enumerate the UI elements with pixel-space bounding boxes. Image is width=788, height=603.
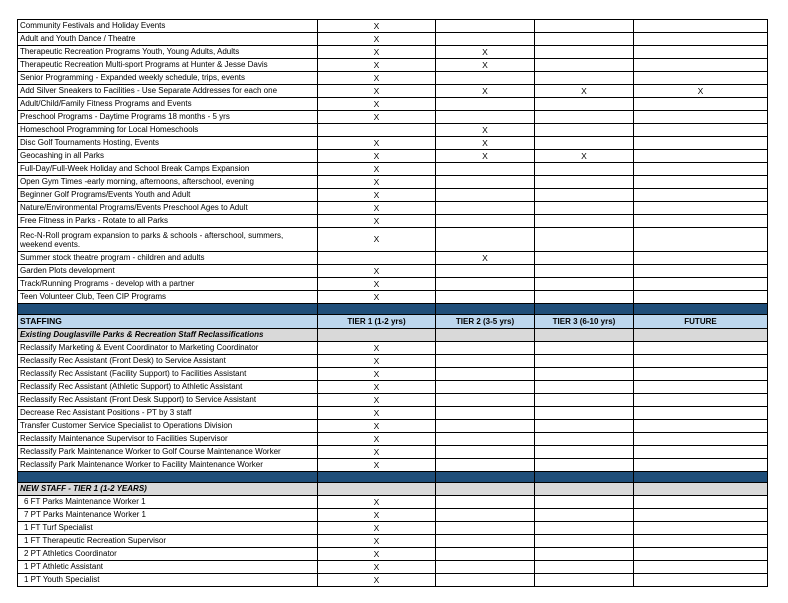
tier3-cell	[535, 509, 634, 522]
row-label: Rec-N-Roll program expansion to parks & schools - afterschool, summers, weekend events.	[18, 228, 318, 252]
table-row	[18, 215, 768, 228]
row-label: Reclassify Rec Assistant (Front Desk Support) to Service Assistant	[18, 394, 318, 407]
tier3-cell	[535, 137, 634, 150]
table-row	[18, 20, 768, 33]
tier3-cell	[535, 189, 634, 202]
table-row	[18, 137, 768, 150]
tier3-cell	[535, 522, 634, 535]
staffing-header-row	[18, 315, 768, 329]
future-cell	[634, 561, 768, 574]
tier1-cell: X	[318, 189, 436, 202]
tier1-cell: X	[318, 574, 436, 587]
future-cell	[634, 509, 768, 522]
tier2-cell	[436, 265, 535, 278]
tier1-cell: X	[318, 548, 436, 561]
row-label: Reclassify Rec Assistant (Facility Support) to Facilities Assistant	[18, 368, 318, 381]
future-cell	[634, 98, 768, 111]
staffing-section	[18, 304, 768, 342]
future-cell: X	[634, 85, 768, 98]
new-staff-section-title: NEW STAFF - TIER 1 (1-2 YEARS)	[18, 483, 318, 496]
tier2-cell	[436, 278, 535, 291]
column-header-future: FUTURE	[634, 315, 768, 329]
tier3-cell: X	[535, 150, 634, 163]
table-row	[18, 85, 768, 98]
table-row	[18, 548, 768, 561]
table-row	[18, 509, 768, 522]
tier1-cell: X	[318, 137, 436, 150]
future-cell	[634, 368, 768, 381]
table-row	[18, 98, 768, 111]
tier3-cell	[535, 535, 634, 548]
tier2-cell	[436, 111, 535, 124]
row-label: Therapeutic Recreation Programs Youth, Young Adults, Adults	[18, 46, 318, 59]
tier3-cell	[535, 394, 634, 407]
tier1-cell: X	[318, 368, 436, 381]
tier2-cell: X	[436, 137, 535, 150]
tier1-cell: X	[318, 381, 436, 394]
tier1-cell: X	[318, 72, 436, 85]
tier3-cell	[535, 368, 634, 381]
reclass-section-title: Existing Douglasville Parks & Recreation Staff Reclassifications	[18, 329, 318, 342]
tier1-cell: X	[318, 265, 436, 278]
table-row	[18, 278, 768, 291]
tier3-cell	[535, 46, 634, 59]
tier1-cell: X	[318, 150, 436, 163]
table-row	[18, 381, 768, 394]
plan-table	[17, 19, 768, 587]
tier2-cell	[436, 228, 535, 252]
table-row	[18, 407, 768, 420]
table-row	[18, 265, 768, 278]
tier2-cell	[436, 446, 535, 459]
tier2-cell: X	[436, 85, 535, 98]
table-row	[18, 202, 768, 215]
tier1-cell: X	[318, 291, 436, 304]
tier3-cell	[535, 176, 634, 189]
future-cell	[634, 124, 768, 137]
tier2-cell	[436, 381, 535, 394]
new-staff-section-row	[18, 483, 768, 496]
table-row	[18, 33, 768, 46]
divider-row	[18, 304, 768, 315]
future-cell	[634, 446, 768, 459]
row-label: Track/Running Programs - develop with a partner	[18, 278, 318, 291]
future-cell	[634, 215, 768, 228]
tier2-cell	[436, 98, 535, 111]
future-cell	[634, 548, 768, 561]
table-row	[18, 150, 768, 163]
tier3-cell	[535, 215, 634, 228]
future-cell	[634, 252, 768, 265]
row-label: Add Silver Sneakers to Facilities - Use Separate Addresses for each one	[18, 85, 318, 98]
tier2-cell	[436, 561, 535, 574]
row-label: 6 FT Parks Maintenance Worker 1	[18, 496, 318, 509]
tier3-cell	[535, 381, 634, 394]
tier1-cell	[318, 124, 436, 137]
future-cell	[634, 278, 768, 291]
row-label: 1 PT Athletic Assistant	[18, 561, 318, 574]
tier2-cell	[436, 509, 535, 522]
row-label: Transfer Customer Service Specialist to Operations Division	[18, 420, 318, 433]
future-cell	[634, 535, 768, 548]
tier3-cell	[535, 33, 634, 46]
future-cell	[634, 342, 768, 355]
tier3-cell	[535, 420, 634, 433]
future-cell	[634, 433, 768, 446]
tier1-cell: X	[318, 446, 436, 459]
tier1-cell: X	[318, 278, 436, 291]
row-label: Adult/Child/Family Fitness Programs and Events	[18, 98, 318, 111]
table-row	[18, 59, 768, 72]
column-header-tier2: TIER 2 (3-5 yrs)	[436, 315, 535, 329]
tier2-cell	[436, 535, 535, 548]
tier2-cell: X	[436, 150, 535, 163]
future-cell	[634, 394, 768, 407]
tier2-cell	[436, 342, 535, 355]
tier2-cell	[436, 459, 535, 472]
tier3-cell	[535, 459, 634, 472]
tier2-cell	[436, 33, 535, 46]
new-staff-section	[18, 472, 768, 496]
table-row	[18, 163, 768, 176]
future-cell	[634, 176, 768, 189]
table-row	[18, 433, 768, 446]
new-staff-body	[18, 496, 768, 587]
future-cell	[634, 33, 768, 46]
row-label: Free Fitness in Parks - Rotate to all Parks	[18, 215, 318, 228]
tier2-cell: X	[436, 252, 535, 265]
tier1-cell: X	[318, 496, 436, 509]
row-label: Decrease Rec Assistant Positions - PT by 3 staff	[18, 407, 318, 420]
tier3-cell	[535, 574, 634, 587]
row-label: Teen Volunteer Club, Teen CIP Programs	[18, 291, 318, 304]
tier1-cell: X	[318, 394, 436, 407]
tier3-cell	[535, 548, 634, 561]
column-header-tier3: TIER 3 (6-10 yrs)	[535, 315, 634, 329]
future-cell	[634, 46, 768, 59]
row-label: Preschool Programs - Daytime Programs 18 months - 5 yrs	[18, 111, 318, 124]
tier2-cell	[436, 215, 535, 228]
future-cell	[634, 137, 768, 150]
tier1-cell: X	[318, 420, 436, 433]
future-cell	[634, 20, 768, 33]
tier2-cell	[436, 420, 535, 433]
table-row	[18, 111, 768, 124]
reclass-body	[18, 342, 768, 472]
tier3-cell	[535, 407, 634, 420]
future-cell	[634, 381, 768, 394]
row-label: Beginner Golf Programs/Events Youth and Adult	[18, 189, 318, 202]
tier3-cell	[535, 228, 634, 252]
future-cell	[634, 111, 768, 124]
tier1-cell: X	[318, 407, 436, 420]
tier1-cell: X	[318, 433, 436, 446]
tier2-cell	[436, 496, 535, 509]
reclass-section-row	[18, 329, 768, 342]
row-label: Nature/Environmental Programs/Events Preschool Ages to Adult	[18, 202, 318, 215]
row-label: Open Gym Times -early morning, afternoons, afterschool, evening	[18, 176, 318, 189]
row-label: Reclassify Park Maintenance Worker to Golf Course Maintenance Worker	[18, 446, 318, 459]
table-row	[18, 124, 768, 137]
staffing-header-label: STAFFING	[18, 315, 318, 329]
row-label: 2 PT Athletics Coordinator	[18, 548, 318, 561]
tier2-cell	[436, 202, 535, 215]
tier2-cell: X	[436, 124, 535, 137]
tier1-cell: X	[318, 85, 436, 98]
future-cell	[634, 150, 768, 163]
tier3-cell	[535, 446, 634, 459]
row-label: Reclassify Park Maintenance Worker to Facility Maintenance Worker	[18, 459, 318, 472]
future-cell	[634, 228, 768, 252]
tier1-cell: X	[318, 59, 436, 72]
row-label: Community Festivals and Holiday Events	[18, 20, 318, 33]
tier1-cell	[318, 252, 436, 265]
tier1-cell: X	[318, 46, 436, 59]
tier2-cell	[436, 368, 535, 381]
row-label: Therapeutic Recreation Multi-sport Programs at Hunter & Jesse Davis	[18, 59, 318, 72]
future-cell	[634, 459, 768, 472]
row-label: Disc Golf Tournaments Hosting, Events	[18, 137, 318, 150]
tier3-cell: X	[535, 85, 634, 98]
tier2-cell	[436, 291, 535, 304]
tier1-cell: X	[318, 111, 436, 124]
row-label: Geocashing in all Parks	[18, 150, 318, 163]
tier3-cell	[535, 124, 634, 137]
table-row	[18, 496, 768, 509]
future-cell	[634, 420, 768, 433]
tier3-cell	[535, 252, 634, 265]
row-label: Summer stock theatre program - children and adults	[18, 252, 318, 265]
tier2-cell	[436, 355, 535, 368]
tier2-cell	[436, 394, 535, 407]
table-row	[18, 189, 768, 202]
tier3-cell	[535, 163, 634, 176]
tier3-cell	[535, 111, 634, 124]
table-row	[18, 176, 768, 189]
tier1-cell: X	[318, 215, 436, 228]
row-label: Homeschool Programming for Local Homeschools	[18, 124, 318, 137]
tier3-cell	[535, 202, 634, 215]
row-label: Full-Day/Full-Week Holiday and School Break Camps Expansion	[18, 163, 318, 176]
table-row	[18, 574, 768, 587]
table-row	[18, 394, 768, 407]
tier1-cell: X	[318, 20, 436, 33]
table-row	[18, 535, 768, 548]
tier2-cell	[436, 433, 535, 446]
table-row	[18, 522, 768, 535]
tier1-cell: X	[318, 202, 436, 215]
tier2-cell	[436, 407, 535, 420]
table-row	[18, 72, 768, 85]
tier3-cell	[535, 561, 634, 574]
programs-body	[18, 20, 768, 304]
tier3-cell	[535, 72, 634, 85]
tier1-cell: X	[318, 176, 436, 189]
table-row	[18, 46, 768, 59]
tier2-cell	[436, 189, 535, 202]
future-cell	[634, 265, 768, 278]
tier2-cell	[436, 574, 535, 587]
row-label: 7 PT Parks Maintenance Worker 1	[18, 509, 318, 522]
tier1-cell: X	[318, 561, 436, 574]
tier3-cell	[535, 98, 634, 111]
future-cell	[634, 496, 768, 509]
tier3-cell	[535, 291, 634, 304]
tier1-cell: X	[318, 535, 436, 548]
row-label: 1 FT Therapeutic Recreation Supervisor	[18, 535, 318, 548]
tier1-cell: X	[318, 342, 436, 355]
table-row	[18, 459, 768, 472]
tier1-cell: X	[318, 33, 436, 46]
tier3-cell	[535, 342, 634, 355]
tier1-cell: X	[318, 509, 436, 522]
table-row	[18, 342, 768, 355]
row-label: 1 PT Youth Specialist	[18, 574, 318, 587]
table-row	[18, 228, 768, 252]
column-header-tier1: TIER 1 (1-2 yrs)	[318, 315, 436, 329]
tier3-cell	[535, 278, 634, 291]
tier2-cell	[436, 176, 535, 189]
table-row	[18, 252, 768, 265]
future-cell	[634, 522, 768, 535]
tier2-cell: X	[436, 46, 535, 59]
row-label: Reclassify Maintenance Supervisor to Facilities Supervisor	[18, 433, 318, 446]
future-cell	[634, 407, 768, 420]
future-cell	[634, 202, 768, 215]
tier3-cell	[535, 265, 634, 278]
tier1-cell: X	[318, 163, 436, 176]
tier1-cell: X	[318, 355, 436, 368]
row-label: Adult and Youth Dance / Theatre	[18, 33, 318, 46]
table-row	[18, 420, 768, 433]
tier2-cell	[436, 72, 535, 85]
tier3-cell	[535, 59, 634, 72]
future-cell	[634, 574, 768, 587]
future-cell	[634, 59, 768, 72]
divider-row	[18, 472, 768, 483]
row-label: Reclassify Rec Assistant (Athletic Support) to Athletic Assistant	[18, 381, 318, 394]
future-cell	[634, 291, 768, 304]
tier1-cell: X	[318, 522, 436, 535]
tier3-cell	[535, 433, 634, 446]
table-row	[18, 446, 768, 459]
table-row	[18, 291, 768, 304]
table-row	[18, 561, 768, 574]
table-row	[18, 368, 768, 381]
tier3-cell	[535, 355, 634, 368]
row-label: Garden Plots development	[18, 265, 318, 278]
row-label: Reclassify Marketing & Event Coordinator to Marketing Coordinator	[18, 342, 318, 355]
table-row	[18, 355, 768, 368]
tier2-cell	[436, 522, 535, 535]
tier2-cell	[436, 548, 535, 561]
tier2-cell	[436, 163, 535, 176]
row-label: 1 FT Turf Specialist	[18, 522, 318, 535]
future-cell	[634, 189, 768, 202]
tier3-cell	[535, 496, 634, 509]
tier2-cell: X	[436, 59, 535, 72]
tier1-cell: X	[318, 459, 436, 472]
tier1-cell: X	[318, 228, 436, 252]
row-label: Senior Programming - Expanded weekly schedule, trips, events	[18, 72, 318, 85]
tier3-cell	[535, 20, 634, 33]
tier2-cell	[436, 20, 535, 33]
row-label: Reclassify Rec Assistant (Front Desk) to Service Assistant	[18, 355, 318, 368]
future-cell	[634, 163, 768, 176]
future-cell	[634, 355, 768, 368]
tier1-cell: X	[318, 98, 436, 111]
future-cell	[634, 72, 768, 85]
